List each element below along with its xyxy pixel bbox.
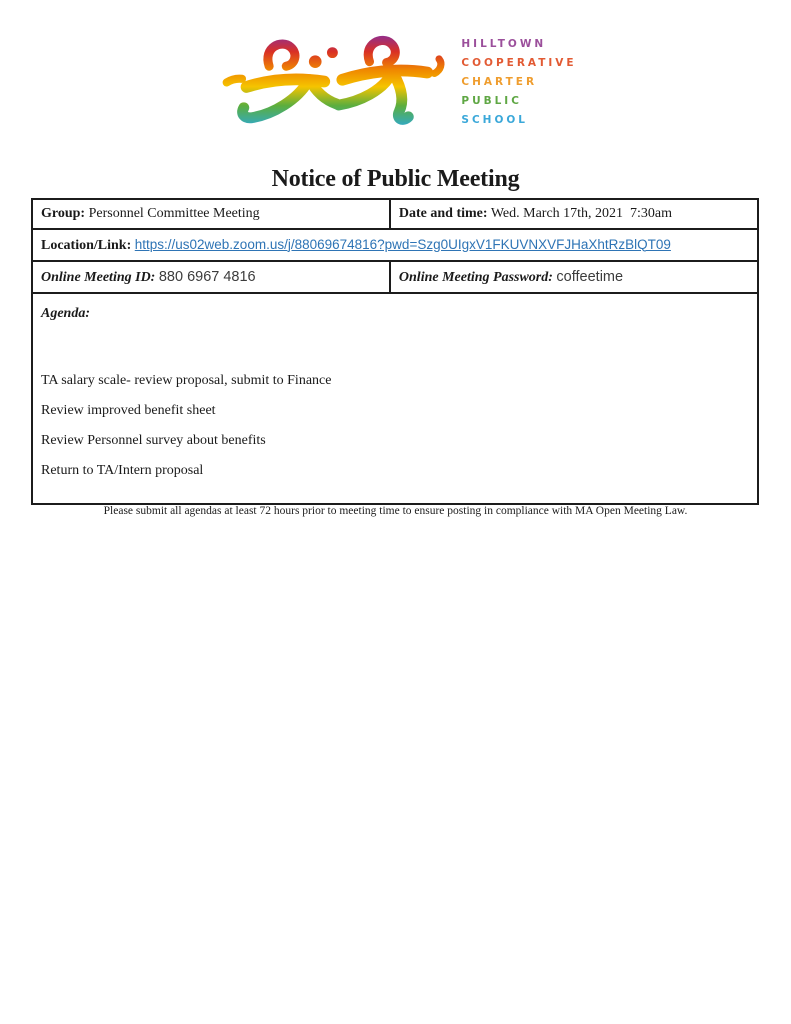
group-cell (32, 199, 390, 229)
agenda-item: Return to TA/Intern proposal (41, 462, 204, 478)
table-row-credentials (32, 261, 758, 293)
table-row-agenda (32, 293, 758, 504)
group-label: Group: (41, 206, 86, 221)
datetime-value: Wed. March 17th, 2021 7:30am (490, 206, 673, 221)
logo-school-name-line: HILLTOWN (461, 37, 547, 50)
meeting-id-value: 880 6967 4816 (158, 268, 256, 285)
agenda-item: Review Personnel survey about benefits (41, 432, 266, 448)
agenda-label: Agenda: (41, 305, 90, 321)
table-row-group-date (32, 199, 758, 229)
password-cell (390, 261, 758, 293)
location-label: Location/Link: (41, 237, 132, 253)
datetime-label: Date and time: (398, 206, 488, 221)
meeting-info-table (31, 198, 759, 505)
password-label: Online Meeting Password: (398, 269, 553, 285)
school-logo (0, 32, 791, 132)
meeting-id-label: Online Meeting ID: (41, 269, 156, 285)
agenda-item: TA salary scale- review proposal, submit to Finance (41, 372, 332, 388)
zoom-meeting-link[interactable]: https://us02web.zoom.us/j/88069674816?pwd=Szg0UIgxV1FKUVNXVFJHaXhtRzBlQT09 (134, 236, 671, 252)
datetime-cell (390, 199, 758, 229)
logo-school-name-line: SCHOOL (461, 113, 528, 126)
table-row-location (32, 229, 758, 261)
logo-school-name-line: CHARTER (461, 75, 538, 88)
agenda-cell (32, 293, 758, 504)
location-cell (32, 229, 758, 261)
meeting-id-cell (32, 261, 390, 293)
group-value: Personnel Committee Meeting (88, 206, 260, 221)
password-value: coffeetime (556, 268, 624, 285)
dancing-figures-icon (214, 32, 449, 132)
agenda-spacer (41, 322, 749, 372)
logo-school-name-line: PUBLIC (461, 94, 522, 107)
compliance-note: Please submit all agendas at least 72 hours prior to meeting time to ensure posting in compliance with MA Open Meeting Law. (103, 505, 688, 517)
logo-school-name (461, 35, 576, 130)
logo-school-name-line: COOPERATIVE (461, 56, 577, 69)
agenda-item: Review improved benefit sheet (41, 402, 216, 418)
page-title: Notice of Public Meeting (271, 166, 520, 192)
